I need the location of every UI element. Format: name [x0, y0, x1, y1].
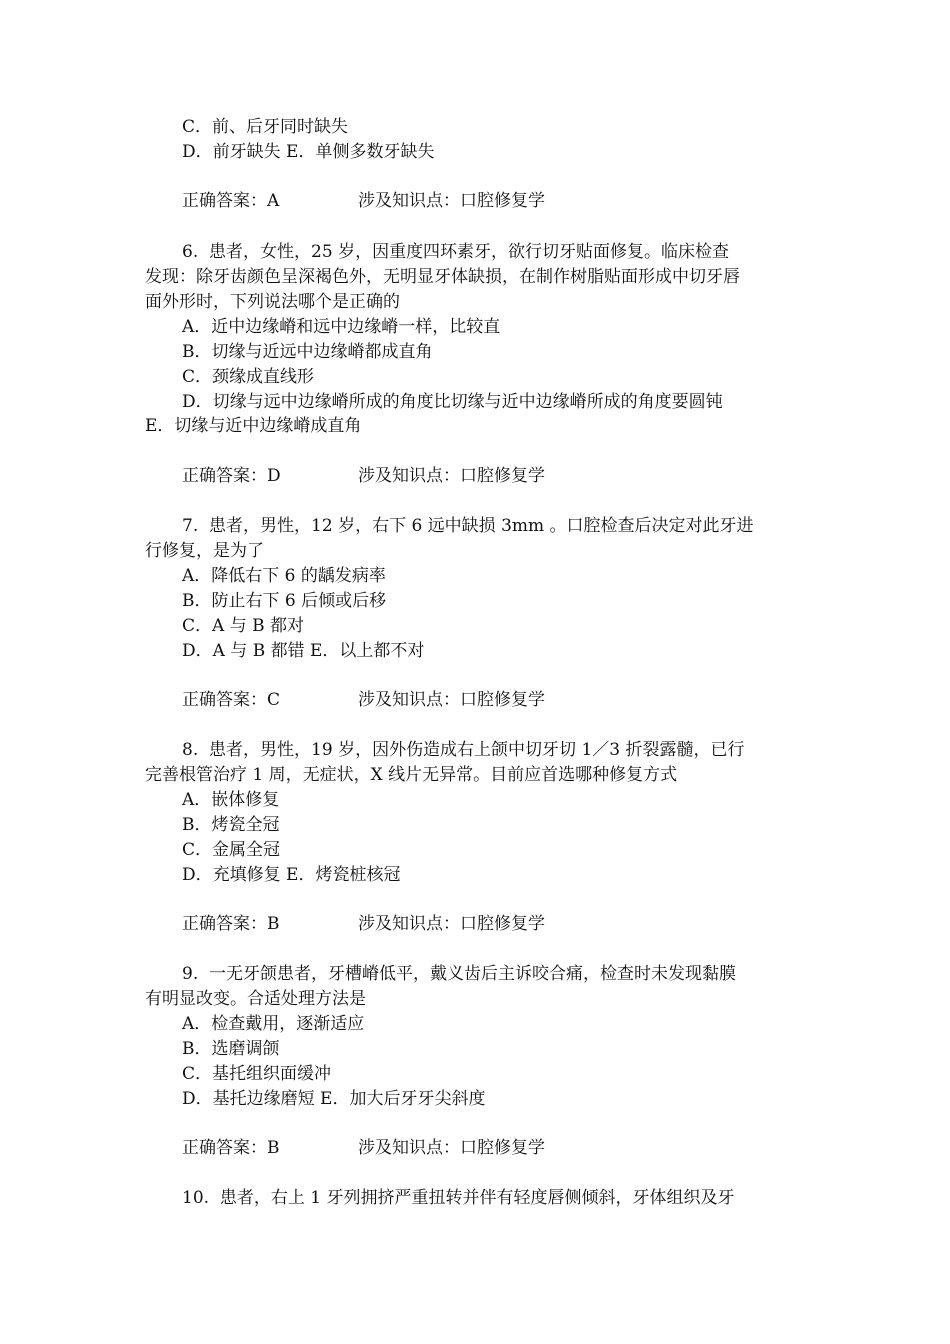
question-6-stem-cont: 发现：除牙齿颜色呈深褐色外，无明显牙体缺损，在制作树脂贴面形成中切牙唇 — [145, 267, 740, 287]
option-a: A．降低右下 6 的龋发病率 — [182, 566, 386, 586]
question-6-stem: 6. 患者，女性，25 岁，因重度四环素牙，欲行切牙贴面修复。临床检查 — [182, 242, 730, 262]
option-d-e: D．充填修复 E．烤瓷桩核冠 — [182, 865, 401, 885]
option-c: C．金属全冠 — [182, 840, 281, 860]
question-7-stem: 7. 患者，男性，12 岁，右下 6 远中缺损 3mm 。口腔检查后决定对此牙进 — [182, 516, 754, 536]
correct-answer: 正确答案：A — [182, 191, 280, 211]
correct-answer: 正确答案：B — [182, 914, 280, 934]
knowledge-point: 涉及知识点：口腔修复学 — [358, 191, 545, 211]
option-c: C．A 与 B 都对 — [182, 616, 304, 636]
option-b: B．切缘与近远中边缘嵴都成直角 — [182, 342, 433, 362]
option-e: E．切缘与近中边缘嵴成直角 — [145, 416, 362, 436]
option-c: C．基托组织面缓冲 — [182, 1064, 332, 1084]
question-9-stem-cont: 有明显改变。合适处理方法是 — [145, 989, 366, 1009]
option-d: D．切缘与远中边缘嵴所成的角度比切缘与近中边缘嵴所成的角度要圆钝 — [182, 392, 723, 412]
option-b: B．烤瓷全冠 — [182, 815, 280, 835]
knowledge-point: 涉及知识点：口腔修复学 — [358, 690, 545, 710]
question-7-stem-cont: 行修复，是为了 — [145, 541, 264, 561]
option-b: B．选磨调颌 — [182, 1039, 280, 1059]
option-a: A．嵌体修复 — [182, 790, 280, 810]
option-d-e: D．前牙缺失 E．单侧多数牙缺失 — [182, 142, 435, 162]
option-a: A．近中边缘嵴和远中边缘嵴一样，比较直 — [182, 317, 501, 337]
option-b: B．防止右下 6 后倾或后移 — [182, 591, 387, 611]
option-c: C．前、后牙同时缺失 — [182, 117, 349, 137]
option-d-e: D．A 与 B 都错 E．以上都不对 — [182, 641, 425, 661]
correct-answer: 正确答案：D — [182, 466, 281, 486]
question-10-stem: 10. 患者，右上 1 牙列拥挤严重扭转并伴有轻度唇侧倾斜，牙体组织及牙 — [182, 1188, 735, 1208]
knowledge-point: 涉及知识点：口腔修复学 — [358, 914, 545, 934]
correct-answer: 正确答案：C — [182, 690, 281, 710]
question-9-stem: 9. 一无牙颌患者，牙槽嵴低平，戴义齿后主诉咬合痛，检查时未发现黏膜 — [182, 964, 737, 984]
question-8-stem-cont: 完善根管治疗 1 周，无症状，X 线片无异常。目前应首选哪种修复方式 — [145, 765, 678, 785]
knowledge-point: 涉及知识点：口腔修复学 — [358, 1138, 545, 1158]
option-a: A．检查戴用，逐渐适应 — [182, 1014, 365, 1034]
question-6-stem-cont: 面外形时，下列说法哪个是正确的 — [145, 292, 400, 312]
question-8-stem: 8. 患者，男性，19 岁，因外伤造成右上颌中切牙切 1／3 折裂露髓，已行 — [182, 740, 745, 760]
knowledge-point: 涉及知识点：口腔修复学 — [358, 466, 545, 486]
option-d-e: D．基托边缘磨短 E．加大后牙牙尖斜度 — [182, 1089, 486, 1109]
correct-answer: 正确答案：B — [182, 1138, 280, 1158]
option-c: C．颈缘成直线形 — [182, 367, 315, 387]
